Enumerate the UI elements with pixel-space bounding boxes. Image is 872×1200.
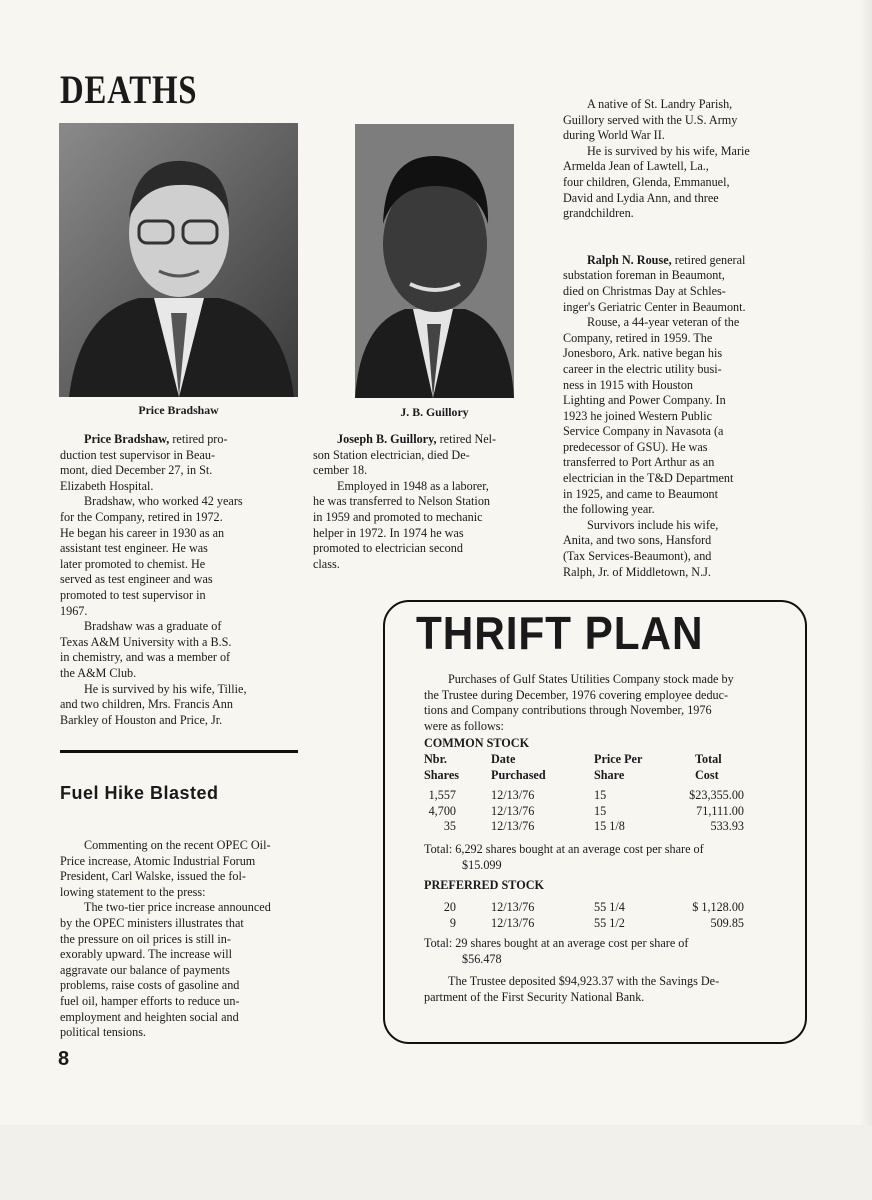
table-cell: 15 [594,788,607,802]
caption-guillory: J. B. Guillory [400,405,469,419]
table-cell: 12/13/76 [491,788,535,802]
page-number: 8 [58,1048,70,1070]
table-cell: 1,557 [428,788,456,802]
table-cell: 71,111.00 [696,803,744,818]
section-divider [60,750,298,753]
table-cell: 12/13/76 [491,900,535,914]
preferred-col-date [491,900,534,931]
guillory-name: Joseph B. Guillory, [337,432,437,446]
table-cell: 15 [594,803,607,818]
portrait-guillory-illustration [355,124,514,398]
common-col-cost [660,788,744,835]
table-cell: 55 1/2 [594,915,625,930]
preferred-col-cost [660,900,744,931]
preferred-stock-heading: PREFERRED STOCK [424,878,544,892]
page-title: DEATHS [60,67,198,112]
table-cell: 12/13/76 [491,819,535,834]
article-bradshaw: Price Bradshaw, retired pro- duction test supervisor in Beau- mont, died December 27, in St. Elizabeth Hospital. Bradshaw, who worked 42 years for the Company, retired in 1972. He began his career in 1930 as an assistant test engineer. He was later promoted to chemist. He served as test engineer and was promoted to test supervisor in 1967. Bradshaw was a graduate of Texas A&M University with a B.S. in chemistry, and was a member of the A&M Club. He is survived by his wife, Tillie, and two children, Mrs. Francis Ann Barkley of Houston and Price, Jr. [60,432,300,728]
article-right-column: A native of St. Landry Parish, Guillory served with the U.S. Army during World War II. He is survived by his wife, Marie Armelda Jean of Lawtell, La., four children, Glenda, Emmanuel, David and Lydia Ann, and three grandchildren. Ralph N. Rouse, retired general substation foreman in Beaumont, died on Christmas Day at Schles- inger's Geriatric Center in Beaumont. Rouse, a 44-year veteran of the Company, retired in 1959. The Jonesboro, Ark. native began his career in the electric utility busi- ness in 1915 with Houston Lighting and Power Company. In 1923 he joined Western Public Service Company in Navasota (a predecessor of GSU). He was transferred to Port Arthur as an electrician in the T&D Department in 1925, and came to Beaumont the following year. Survivors include his wife, Anita, and two sons, Hansford (Tax Services-Beaumont), and Ralph, Jr. of Middletown, N.J. [563,97,803,580]
table-cell: 35 [443,819,456,834]
thrift-intro: Purchases of Gulf States Utilities Company stock made by the Trustee during December, 1976 covering employee deduc- tions and Company contributions through November, 1976 were as follows: [424,672,734,733]
thrift-deposit: The Trustee deposited $94,923.37 with the Savings De- partment of the First Security National Bank. [424,974,720,1004]
table-cell: 20 [443,900,456,914]
table-cell: 55 1/4 [594,900,625,914]
header-cost: Total Cost [695,752,722,782]
table-cell: 12/13/76 [491,803,535,818]
bradshaw-lead-line: Price Bradshaw, retired pro- [84,432,228,446]
fuel-hike-heading: Fuel Hike Blasted [60,783,219,803]
common-col-shares [424,788,456,835]
thrift-plan-title: THRIFT PLAN [416,607,704,659]
common-col-date [491,788,534,835]
header-date: Date Purchased [491,752,546,782]
page-bottom-margin [0,1125,872,1200]
table-cell: 509.85 [710,915,744,930]
page-edge-shadow [860,0,872,1200]
rouse-lead-line: Ralph N. Rouse, retired general [587,252,746,267]
bradshaw-name: Price Bradshaw, [84,432,170,446]
photo-jb-guillory [355,124,514,398]
common-total: Total: 6,292 shares bought at an average cost per share of $15.099 [424,842,704,872]
spacer [563,222,803,253]
portrait-bradshaw-illustration [59,123,298,397]
preferred-col-shares [424,900,456,931]
header-shares: Nbr. Shares [424,752,459,782]
table-cell: 12/13/76 [491,915,535,930]
caption-bradshaw: Price Bradshaw [138,403,219,417]
table-cell: 4,700 [428,803,456,818]
article-guillory: Joseph B. Guillory, retired Nel- son Station electrician, died De- cember 18. Employed in 1948 as a laborer, he was transferred to Nelson Station in 1959 and promoted to mechanic helper in 1972. In 1974 he was promoted to electrician second class. [313,432,528,572]
table-cell: 15 1/8 [594,819,625,834]
preferred-col-price [594,900,625,931]
preferred-total: Total: 29 shares bought at an average cost per share of $56.478 [424,936,689,966]
table-cell: 9 [449,915,456,930]
article-fuel-hike: Commenting on the recent OPEC Oil- Price increase, Atomic Industrial Forum President, Carl Walske, issued the fol- lowing statement to the press: The two-tier price increase announced by the OPEC ministers illustrates that the pressure on oil prices is still in- exorably upward. The increase will aggravate our balance of payments problems, raise costs of gasoline and fuel oil, hamper efforts to reduce un- employment and heighten social and political tensions. [60,838,271,1040]
photo-price-bradshaw [59,123,298,397]
table-cell: $ 1,128.00 [692,900,744,914]
rouse-name: Ralph N. Rouse, [587,252,672,267]
header-price: Price Per Share [594,752,643,782]
common-stock-heading: COMMON STOCK [424,736,530,750]
table-cell: 533.93 [710,819,744,834]
table-cell: $23,355.00 [689,788,744,802]
common-col-price [594,788,625,835]
guillory-lead-line: Joseph B. Guillory, retired Nel- [337,432,497,446]
